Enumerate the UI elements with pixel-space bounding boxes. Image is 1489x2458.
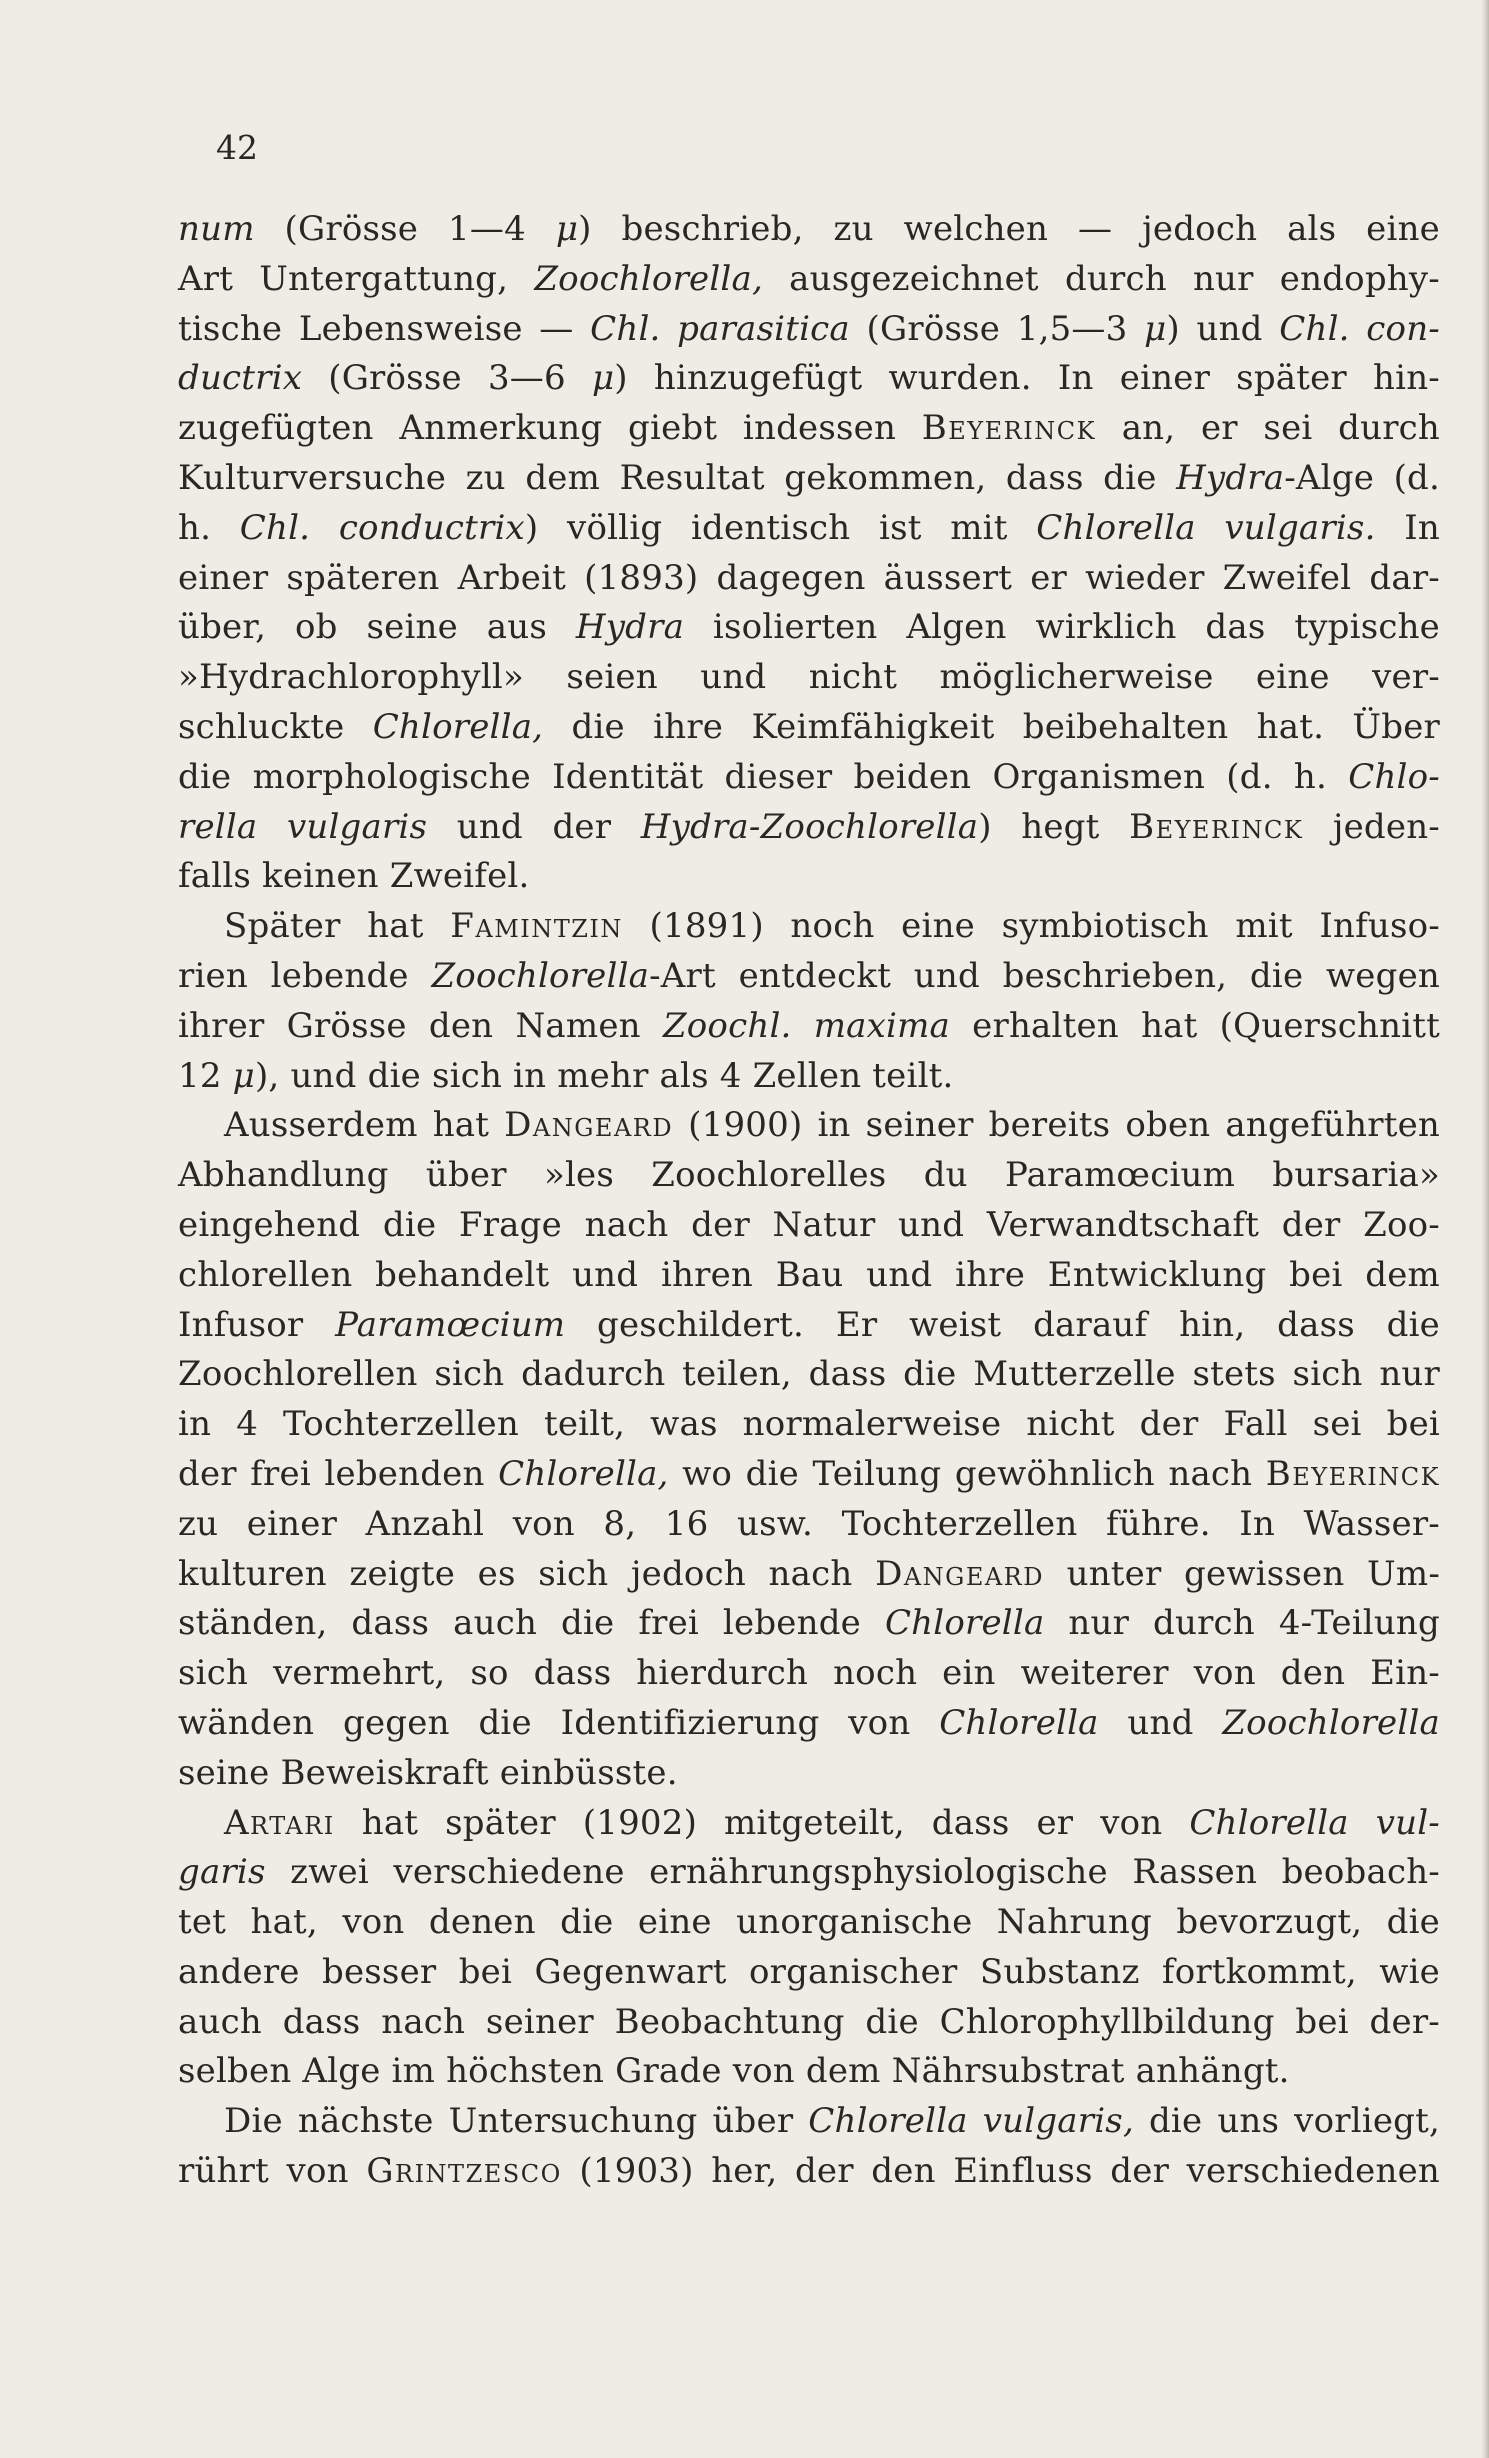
author-name: Beyerinck (921, 408, 1096, 449)
text-line (178, 354, 1440, 404)
text-run: erhalten hat (Querschnitt (949, 1005, 1440, 1046)
text-line (178, 1400, 1440, 1450)
text-run: falls keinen Zweifel. (178, 856, 530, 897)
text-line (178, 404, 1440, 454)
text-run: zwei verschiedene ernährungsphysiologische Rassen beobach- (265, 1852, 1440, 1893)
text-run: seine Beweiskraft einbüsste. (178, 1752, 678, 1793)
text-run: in 4 Tochterzellen teilt, was normalerweise nicht der Fall sei bei (178, 1404, 1440, 1445)
author-name: Beyerinck (1129, 806, 1304, 847)
text-run: (Grösse 1—4 (254, 209, 556, 249)
italic-term: Hydra-Zoochlorella (640, 806, 979, 847)
text-run: Ausserdem hat (224, 1105, 505, 1146)
text-run: zu einer Anzahl von 8, 16 usw. Tochterzellen führe. In Wasser- (178, 1503, 1440, 1544)
text-run: jeden- (1303, 806, 1440, 847)
text-run: 12 (178, 1055, 233, 1096)
text-run: geschildert. Er weist darauf hin, dass die (565, 1304, 1441, 1345)
text-run: und (1098, 1702, 1223, 1743)
italic-term: num (178, 209, 255, 249)
text-run: »Hydrachlorophyll» seien und nicht möglicherweise eine ver- (178, 657, 1440, 698)
italic-term: μ (591, 358, 615, 399)
text-line (178, 1649, 1440, 1699)
italic-term: Chlorella vulgaris. (1036, 507, 1376, 548)
text-line (178, 753, 1440, 803)
text-run: unter gewissen Um- (1044, 1553, 1441, 1594)
text-run: die ihre Keimfähigkeit beibehalten hat. Über (543, 706, 1440, 747)
italic-term: ductrix (178, 358, 303, 399)
text-line (178, 2047, 1440, 2097)
text-run: wänden gegen die Identifizierung von (178, 1702, 940, 1743)
text-line (178, 1251, 1440, 1301)
text-line (178, 255, 1440, 305)
text-run: Abhandlung über »les Zoochlorelles du Paramœcium bursaria» (178, 1155, 1440, 1196)
text-line (178, 305, 1440, 355)
text-run: (1903) her, der den Einfluss der verschiedenen (561, 2151, 1441, 2192)
text-run: schluckte (178, 706, 373, 747)
text-line (178, 1500, 1440, 1550)
text-line (178, 2147, 1440, 2197)
text-line (178, 1898, 1440, 1948)
text-line (178, 1799, 1440, 1849)
text-line (178, 1101, 1440, 1151)
italic-term: Chlo- (1348, 756, 1440, 797)
italic-term: Zoochlorella (431, 955, 650, 996)
text-run: die morphologische Identität dieser beiden Organismen (d. h. (178, 756, 1349, 797)
text-line (178, 1948, 1440, 1998)
text-run: kulturen zeigte es sich jedoch nach (178, 1553, 876, 1594)
text-line (178, 1848, 1440, 1898)
text-run: Infusor (178, 1304, 336, 1345)
italic-term: Chlorella (884, 1603, 1045, 1644)
text-run: eingehend die Frage nach der Natur und Verwandtschaft der Zoo- (178, 1204, 1440, 1245)
page-edge (1481, 0, 1489, 2458)
text-line (178, 952, 1440, 1002)
text-line (178, 1599, 1440, 1649)
text-run: ) hinzugefügt wurden. In einer später hin- (614, 358, 1440, 399)
author-name: Beyerinck (1265, 1453, 1440, 1494)
text-line (178, 852, 1440, 902)
text-run: die uns vorliegt, (1133, 2101, 1441, 2142)
text-run: über, ob seine aus (178, 607, 576, 648)
text-run: Kulturversuche zu dem Resultat gekommen, dass die (178, 457, 1177, 498)
text-line (178, 1002, 1440, 1052)
text-run: Später hat (224, 906, 451, 947)
author-name: Famintzin (450, 906, 623, 947)
author-name: Dangeard (875, 1553, 1044, 1594)
text-line (178, 1201, 1440, 1251)
text-run: ) hegt (978, 806, 1130, 847)
text-line (178, 603, 1440, 653)
author-name: Dangeard (504, 1105, 674, 1146)
text-run: ihrer Grösse den Namen (178, 1005, 663, 1046)
page-number: 42 (216, 128, 258, 167)
italic-term: Chl. parasitica (590, 308, 850, 349)
text-run: In (1375, 507, 1440, 548)
italic-term: μ (1144, 308, 1167, 349)
italic-term: Hydra (575, 607, 685, 648)
text-line (178, 1350, 1440, 1400)
text-run: an, er sei durch (1096, 408, 1441, 449)
text-run: tet hat, von denen die eine unorganische Nahrung bevorzugt, die (178, 1902, 1440, 1943)
italic-term: Chlorella vulgaris, (808, 2101, 1134, 2142)
text-line (178, 902, 1440, 952)
text-run: zugefügten Anmerkung giebt indessen (178, 408, 922, 449)
text-run: isolierten Algen wirklich das typische (684, 607, 1441, 648)
text-run: (Grösse 1,5—3 (849, 308, 1145, 349)
text-line (178, 1699, 1440, 1749)
italic-term: Chlorella, (372, 706, 544, 747)
text-line (178, 1550, 1440, 1600)
text-run: rührt von (178, 2151, 367, 2192)
text-run: ) völlig identisch ist mit (524, 507, 1037, 548)
text-line (178, 1151, 1440, 1201)
italic-term: Hydra (1176, 457, 1285, 498)
text-line (178, 1301, 1440, 1351)
body-text (178, 205, 1440, 2197)
text-line (178, 1998, 1440, 2048)
italic-term: Paramœcium (335, 1304, 566, 1345)
italic-term: μ (232, 1055, 255, 1096)
text-run: der frei lebenden (178, 1453, 499, 1494)
text-run: hat später (1902) mitgeteilt, dass er von (334, 1802, 1190, 1843)
text-line (178, 454, 1440, 504)
text-run: selben Alge im höchsten Grade von dem Nährsubstrat anhängt. (178, 2051, 1290, 2092)
text-run: und der (427, 806, 641, 847)
italic-term: Zoochlorella (1222, 1702, 1440, 1743)
text-run: sich vermehrt, so dass hierdurch noch ein weiterer von den Ein- (178, 1653, 1440, 1694)
italic-term: rella vulgaris (178, 806, 428, 847)
italic-term: μ (555, 209, 579, 249)
text-run: chlorellen behandelt und ihren Bau und ihre Entwicklung bei dem (178, 1254, 1440, 1295)
italic-term: Zoochl. maxima (662, 1005, 950, 1046)
text-run: rien lebende (178, 955, 432, 996)
text-run: auch dass nach seiner Beobachtung die Chlorophyllbildung bei der- (178, 2001, 1440, 2042)
text-run: Die nächste Untersuchung über (224, 2101, 809, 2142)
text-run: Art Untergattung, (178, 258, 535, 299)
text-run: ) beschrieb, zu welchen — jedoch als eine (578, 209, 1441, 249)
text-run: ständen, dass auch die frei lebende (178, 1603, 885, 1644)
text-run: andere besser bei Gegenwart organischer Substanz fortkommt, wie (178, 1951, 1440, 1992)
author-name: Grintzesco (366, 2151, 562, 2192)
text-run: -Art entdeckt und beschrieben, die wegen (649, 955, 1441, 996)
text-run: -Alge (d. (1284, 457, 1441, 498)
text-run: ausgezeichnet durch nur endophy- (762, 258, 1440, 299)
text-run: Zoochlorellen sich dadurch teilen, dass die Mutterzelle stets sich nur (178, 1354, 1440, 1395)
text-run: wo die Teilung gewöhnlich nach (668, 1453, 1266, 1494)
text-line (178, 1052, 1440, 1102)
text-run: ) und (1166, 308, 1280, 349)
italic-term: garis (178, 1852, 266, 1893)
text-line (178, 1749, 1440, 1799)
text-line (178, 803, 1440, 853)
text-run: h. (178, 507, 240, 548)
text-run: nur durch 4-Teilung (1044, 1603, 1440, 1644)
text-line (178, 1450, 1440, 1500)
italic-term: Chlorella (939, 1702, 1099, 1743)
text-line (178, 2097, 1440, 2147)
text-line (178, 653, 1440, 703)
text-run: einer späteren Arbeit (1893) dagegen äussert er wieder Zweifel dar- (178, 557, 1440, 598)
italic-term: Chl. con- (1279, 308, 1440, 349)
italic-term: Zoochlorella, (534, 258, 763, 299)
text-run: ), und die sich in mehr als 4 Zellen teilt. (254, 1055, 954, 1096)
text-line (178, 205, 1440, 255)
text-run: (Grösse 3—6 (302, 358, 592, 399)
text-line (178, 703, 1440, 753)
text-run: (1900) in seiner bereits oben angeführten (673, 1105, 1440, 1146)
italic-term: Chlorella vul- (1189, 1802, 1440, 1843)
text-line (178, 554, 1440, 604)
italic-term: Chl. conductrix (239, 507, 525, 548)
text-run: (1891) noch eine symbiotisch mit Infuso- (622, 906, 1440, 947)
text-line (178, 504, 1440, 554)
italic-term: Chlorella, (498, 1453, 669, 1494)
author-name: Artari (224, 1802, 335, 1843)
text-run: tische Lebensweise — (178, 308, 591, 349)
